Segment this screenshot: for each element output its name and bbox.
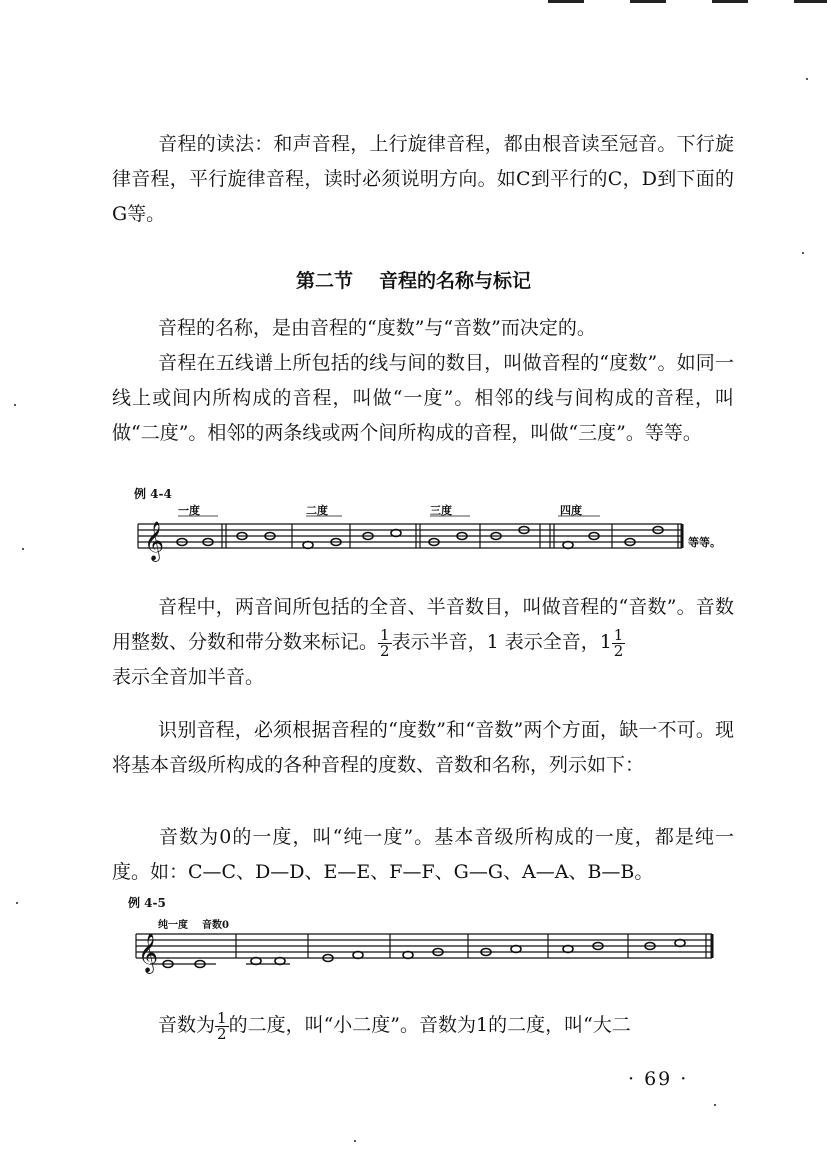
- degree-label: 三度: [430, 504, 452, 517]
- degree-label: 四度: [560, 504, 582, 517]
- section-number: 第二节: [295, 270, 353, 292]
- paragraph-reading: 音程的读法：和声音程，上行旋律音程，都由根音读至冠音。下行旋律音程，平行旋律音程，读时必须说明方向。如C到平行的C，D到下面的G等。: [112, 133, 734, 225]
- section-title: 音程的名称与标记: [379, 270, 532, 292]
- fraction-half: $\frac{1}{2}$: [217, 1008, 227, 1043]
- scan-speck: [16, 902, 18, 904]
- top-rule: [794, 0, 827, 3]
- scan-speck: [14, 404, 16, 406]
- page-number: · 69 ·: [628, 1068, 689, 1090]
- unison-label: 纯一度: [158, 920, 188, 931]
- top-rule: [548, 0, 584, 3]
- count-label: 音数0: [202, 920, 229, 931]
- paragraph-name-definition: 音程的名称，是由音程的“度数”与“音数”而决定的。: [158, 317, 596, 339]
- scan-speck: [354, 1140, 356, 1142]
- paragraph-degree-definition: 音程在五线谱上所包括的线与间的数目，叫做音程的“度数”。如同一线上或间内所构成的音程，叫做“一度”。相邻的线与间构成的音程，叫做“二度”。相邻的两条线或两个间所构成的音程，叫做“三度”。等等。: [112, 352, 734, 444]
- staff-example-4-5: [128, 912, 718, 982]
- etc-label: 等等。: [688, 536, 721, 549]
- scan-speck: [714, 1104, 716, 1106]
- scan-speck: [22, 548, 24, 550]
- fraction-half: $\frac{1}{2}$: [613, 625, 624, 660]
- staff-example-4-4: [130, 500, 730, 566]
- top-rule: [712, 0, 748, 3]
- paragraph-minor-second: 音数为 $\frac{1}{2}$ 的二度，叫“小二度”。音数为1的二度，叫“大二: [158, 1008, 631, 1043]
- scan-speck: [802, 252, 804, 254]
- scan-speck: [806, 78, 808, 80]
- degree-label: 一度: [178, 504, 200, 517]
- section-heading: [0, 266, 827, 293]
- treble-clef-icon: 𝄞: [144, 521, 165, 561]
- example-label: 例 4-4: [134, 487, 172, 501]
- degree-label: 二度: [306, 504, 328, 517]
- top-rule: [630, 0, 666, 3]
- paragraph-identification: 识别音程，必须根据音程的“度数”和“音数”两个方面，缺一不可。现将基本音级所构成的各种音程的度数、音数和名称，列示如下：: [112, 719, 734, 776]
- paragraph-count-definition: 音程中，两音间所包括的全音、半音数目，叫做音程的“音数”。音数用整数、分数和带分数来标记。 $\frac{1}{2}$ 表示半音，1 表示全音，1 $\frac{1}{2}$ 表示全音加半音。: [112, 596, 734, 688]
- paragraph-perfect-unison: 音数为0的一度，叫“纯一度”。基本音级所构成的一度，都是纯一度。如：C—C、D—D、E—E、F—F、G—G、A—A、B—B。: [112, 826, 734, 883]
- example-label: 例 4-5: [128, 896, 166, 910]
- fraction-half: $\frac{1}{2}$: [380, 625, 390, 660]
- treble-clef-icon: 𝄞: [138, 933, 159, 973]
